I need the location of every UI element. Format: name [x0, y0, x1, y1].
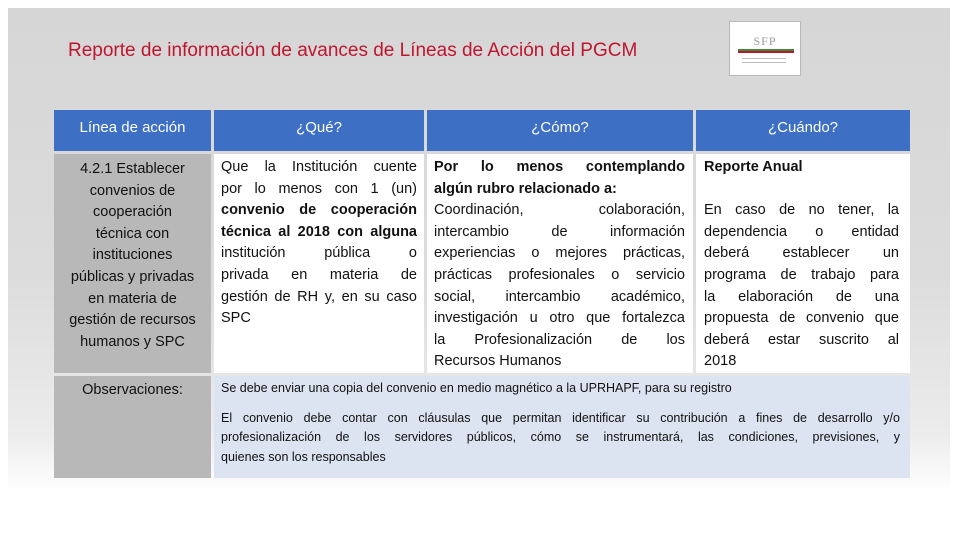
observaciones-text: profesionalización de los servidores públicos, cómo se instrumentará, las condiciones, previsiones, y — [221, 430, 900, 445]
como-line: experiencias o mejores prácticas, — [434, 245, 685, 262]
linea-line: gestión de recursos — [69, 312, 196, 329]
observaciones-spacer — [221, 399, 900, 409]
cuando-line: 2018 — [704, 353, 737, 370]
como-line: algún rubro relacionado a: — [434, 180, 617, 197]
page-title: Reporte de información de avances de Líneas de Acción del PGCM — [68, 40, 638, 61]
como-line: la Profesionalización de los — [434, 331, 685, 348]
como-line: intercambio de información — [434, 223, 685, 240]
sfp-logo — [729, 21, 801, 76]
cuando-line: deberá establecer un — [704, 245, 899, 262]
observaciones-text: quienes son los responsables — [221, 449, 386, 464]
que-line: institución pública o — [221, 245, 417, 262]
como-line: investigación u otro que fortalezca — [434, 310, 685, 327]
linea-line: convenios de — [89, 182, 176, 199]
que-line: convenio de cooperación — [221, 202, 417, 219]
linea-line: humanos y SPC — [80, 333, 185, 350]
header-que: ¿Qué? — [214, 110, 424, 151]
logo-text: SFP — [753, 34, 777, 48]
header-linea-de-accion: Línea de acción — [54, 110, 211, 151]
header-como: ¿Cómo? — [427, 110, 693, 151]
que-line: SPC — [221, 310, 251, 327]
que-line: técnica al 2018 con alguna — [221, 223, 417, 240]
cuando-line: programa de trabajo para — [704, 266, 899, 283]
cuando-spacer — [704, 179, 899, 201]
que-line: Que la Institución cuente — [221, 159, 417, 175]
como-line: Recursos Humanos — [434, 353, 562, 370]
que-line: por lo menos con 1 (un) — [221, 180, 417, 197]
logo-line — [742, 58, 786, 59]
linea-line: 4.2.1 Establecer — [80, 161, 185, 177]
que-line: privada en materia de — [221, 266, 417, 283]
linea-line: instituciones — [92, 247, 173, 264]
cuando-cell — [696, 154, 910, 373]
cuando-line: propuesta de convenio que — [704, 310, 899, 327]
cuando-line: dependencia o entidad — [704, 223, 899, 240]
linea-line: cooperación — [93, 204, 172, 221]
cuando-line: deberá estar suscrito al — [704, 331, 899, 348]
header-cuando: ¿Cuándo? — [696, 110, 910, 151]
linea-de-accion-cell — [54, 154, 211, 373]
observaciones-text: Se debe enviar una copia del convenio en medio magnético a la UPRHAPF, para su registro — [221, 381, 732, 395]
observaciones-text: El convenio debe contar con cláusulas que permitan identificar su contribución a fines de desarrollo y/o — [221, 410, 900, 425]
que-cell — [214, 154, 424, 373]
cuando-line: Reporte Anual — [704, 159, 803, 175]
observaciones-label: Observaciones: — [54, 376, 211, 478]
cuando-line: En caso de no tener, la — [704, 202, 899, 219]
observaciones-cell — [214, 376, 910, 478]
como-line: Por lo menos contemplando — [434, 159, 685, 175]
linea-line: técnica con — [95, 225, 170, 242]
cuando-line: la elaboración de una — [704, 288, 899, 305]
que-line: gestión de RH y, en su caso — [221, 288, 417, 305]
linea-line: públicas y privadas — [70, 268, 195, 285]
como-line: prácticas profesionales o servicio — [434, 266, 685, 283]
linea-line: en materia de — [88, 290, 177, 307]
como-line: Coordinación, colaboración, — [434, 202, 685, 219]
como-cell — [427, 154, 693, 373]
como-line: social, intercambio académico, — [434, 288, 685, 305]
logo-line — [742, 62, 786, 63]
logo-stripe-red — [738, 51, 794, 53]
